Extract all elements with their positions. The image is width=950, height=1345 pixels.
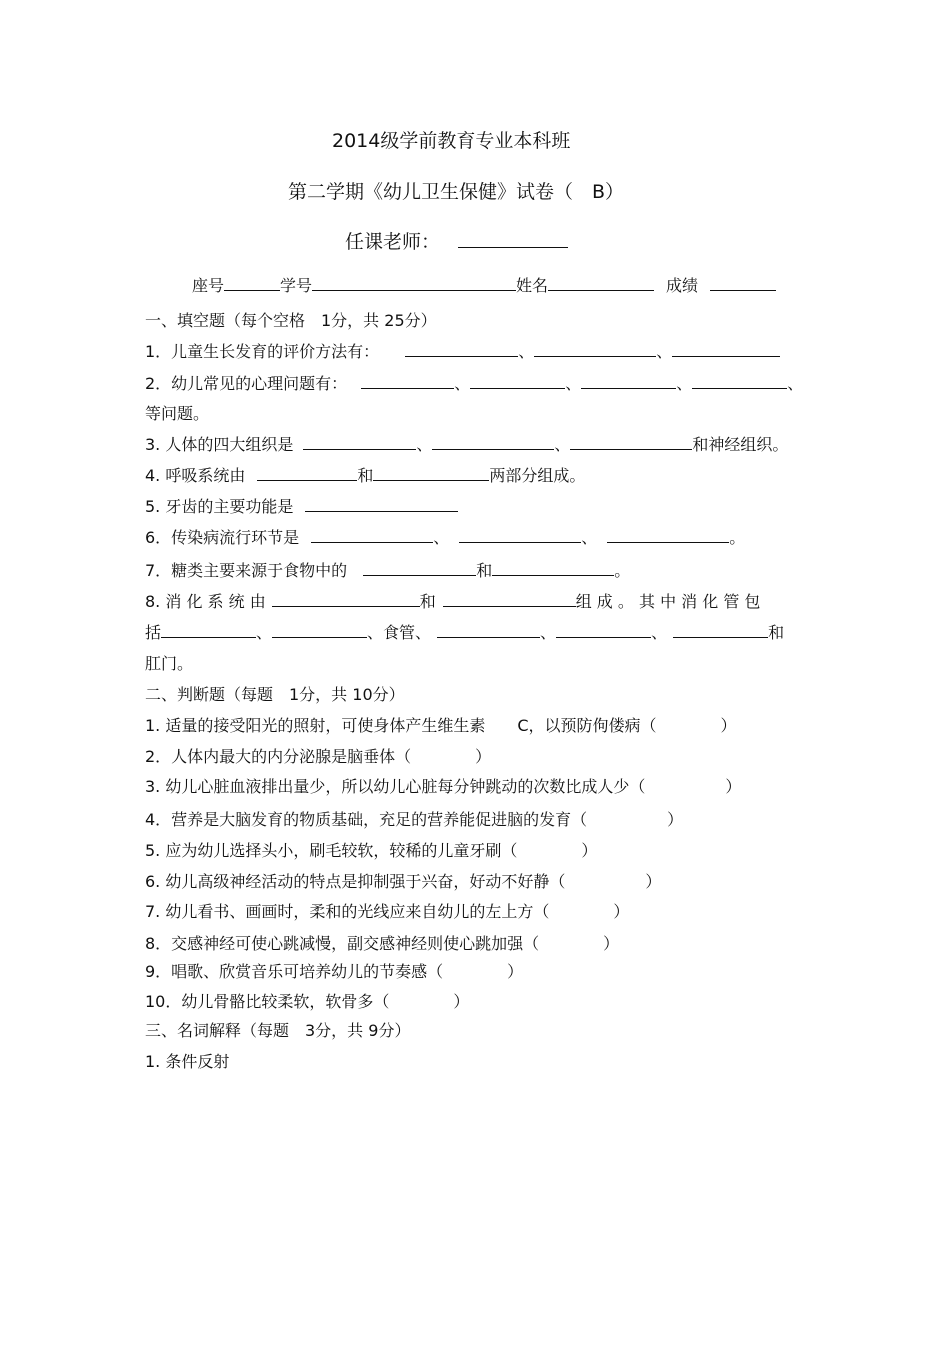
q1-6-end: 。 xyxy=(729,528,746,547)
judge-item-2: 2．人体内最大的内分泌腺是脑垂体（ ） xyxy=(145,747,492,766)
judge-item-10: 10．幼儿骨骼比较柔软，软骨多（ ） xyxy=(145,992,470,1011)
q1-4-end: 两部分组成。 xyxy=(489,466,586,485)
question-1-5 xyxy=(145,496,458,518)
blank[interactable] xyxy=(257,465,357,481)
q1-2-text: 2．幼儿常见的心理问题有： xyxy=(145,374,348,393)
blank[interactable] xyxy=(607,527,729,543)
blank[interactable] xyxy=(311,527,433,543)
sep: 、 xyxy=(565,374,582,393)
student-no-blank[interactable] xyxy=(312,275,516,291)
blank[interactable] xyxy=(361,373,454,389)
name-label: 姓名 xyxy=(516,276,549,295)
sep: 、 xyxy=(416,435,433,454)
sep: 、 xyxy=(433,528,450,547)
section2-heading: 二、判断题（每题 1分，共 10分） xyxy=(145,685,405,704)
sep: 、 xyxy=(581,528,598,547)
blank[interactable] xyxy=(581,373,676,389)
sep: 、 xyxy=(518,342,535,361)
question-1-3 xyxy=(145,434,788,456)
name-blank[interactable] xyxy=(548,275,654,291)
judge-item-1: 1. 适量的接受阳光的照射，可使身体产生维生素 C，以预防佝偻病（ ） xyxy=(145,716,737,735)
blank[interactable] xyxy=(570,434,692,450)
judge-item-9: 9．唱歌、欣赏音乐可培养幼儿的节奏感（ ） xyxy=(145,962,524,981)
seat-label: 座号 xyxy=(192,276,225,295)
sep: 、 xyxy=(454,374,471,393)
q1-5-text: 5. 牙齿的主要功能是 xyxy=(145,497,294,516)
judge-item-6: 6. 幼儿高级神经活动的特点是抑制强于兴奋，好动不好静（ ） xyxy=(145,872,662,891)
question-1-8-cont xyxy=(145,622,784,644)
q1-3-text: 3. 人体的四大组织是 xyxy=(145,435,294,454)
student-no-label: 学号 xyxy=(280,276,313,295)
question-1-1 xyxy=(145,341,780,363)
blank[interactable] xyxy=(470,373,565,389)
q1-8-and2: 和 xyxy=(768,623,785,642)
teacher-label: 任课老师： xyxy=(345,231,441,253)
q1-4-mid: 和 xyxy=(357,466,374,485)
blank[interactable] xyxy=(161,622,256,638)
blank[interactable] xyxy=(373,465,489,481)
question-1-2 xyxy=(145,373,803,395)
exam-title-line2: 第二学期《幼儿卫生保健》试卷（ B） xyxy=(288,181,625,203)
sep: 、 xyxy=(651,623,668,642)
question-1-4 xyxy=(145,465,585,487)
seat-blank[interactable] xyxy=(224,275,280,291)
blank[interactable] xyxy=(272,591,420,607)
teacher-blank[interactable] xyxy=(458,232,568,248)
judge-item-3: 3. 幼儿心脏血液排出量少，所以幼儿心脏每分钟跳动的次数比成人少（ ） xyxy=(145,777,742,796)
blank[interactable] xyxy=(437,622,540,638)
blank[interactable] xyxy=(305,496,458,512)
blank[interactable] xyxy=(556,622,651,638)
score-label: 成绩 xyxy=(666,276,699,295)
score-blank[interactable] xyxy=(710,275,776,291)
blank[interactable] xyxy=(692,373,787,389)
section3-heading: 三、名词解释（每题 3分，共 9分） xyxy=(145,1021,411,1040)
q1-8-text: 8. 消 化 系 统 由 xyxy=(145,592,266,611)
q1-8-esophagus: 、食管、 xyxy=(367,623,432,642)
judge-item-8: 8．交感神经可使心跳减慢，副交感神经则使心跳加强（ ） xyxy=(145,934,620,953)
blank[interactable] xyxy=(443,591,576,607)
blank[interactable] xyxy=(405,341,518,357)
q1-3-end: 和神经组织。 xyxy=(692,435,789,454)
question-1-6 xyxy=(145,527,745,549)
student-info-row xyxy=(192,275,776,297)
question-1-7 xyxy=(145,560,630,582)
blank[interactable] xyxy=(363,560,476,576)
q1-7-end: 。 xyxy=(614,561,631,580)
sep: 、 xyxy=(540,623,557,642)
sep: 、 xyxy=(656,342,673,361)
sep: 、 xyxy=(676,374,693,393)
q1-6-text: 6．传染病流行环节是 xyxy=(145,528,300,547)
q1-8-kuo: 括 xyxy=(145,623,162,642)
blank[interactable] xyxy=(534,341,656,357)
judge-item-7: 7. 幼儿看书、画画时，柔和的光线应来自幼儿的左上方（ ） xyxy=(145,902,630,921)
blank[interactable] xyxy=(492,560,614,576)
q1-8-tail: 组 成 。 其 中 消 化 管 包 xyxy=(575,592,761,611)
term-item-1: 1. 条件反射 xyxy=(145,1052,230,1071)
question-1-8-end: 肛门。 xyxy=(145,654,194,673)
sep: 、 xyxy=(554,435,571,454)
question-1-8 xyxy=(145,591,760,613)
q1-7-text: 7．糖类主要来源于食物中的 xyxy=(145,561,348,580)
q1-4-text: 4. 呼吸系统由 xyxy=(145,466,246,485)
sep: 、 xyxy=(787,374,804,393)
question-1-2-tail: 等问题。 xyxy=(145,404,210,423)
blank[interactable] xyxy=(303,434,416,450)
sep: 、 xyxy=(256,623,273,642)
blank[interactable] xyxy=(673,622,768,638)
section1-heading: 一、填空题（每个空格 1分，共 25分） xyxy=(145,311,437,330)
blank[interactable] xyxy=(432,434,554,450)
blank[interactable] xyxy=(459,527,581,543)
blank[interactable] xyxy=(672,341,780,357)
q1-8-and: 和 xyxy=(419,592,436,611)
q1-7-mid: 和 xyxy=(476,561,493,580)
judge-item-5: 5. 应为幼儿选择头小，刷毛较软，较稀的儿童牙刷（ ） xyxy=(145,841,598,860)
blank[interactable] xyxy=(272,622,367,638)
judge-item-4: 4．营养是大脑发育的物质基础，充足的营养能促进脑的发育（ ） xyxy=(145,810,684,829)
teacher-row xyxy=(345,231,568,253)
q1-1-text: 1．儿童生长发育的评价方法有： xyxy=(145,342,380,361)
exam-title-line1: 2014级学前教育专业本科班 xyxy=(332,130,571,152)
